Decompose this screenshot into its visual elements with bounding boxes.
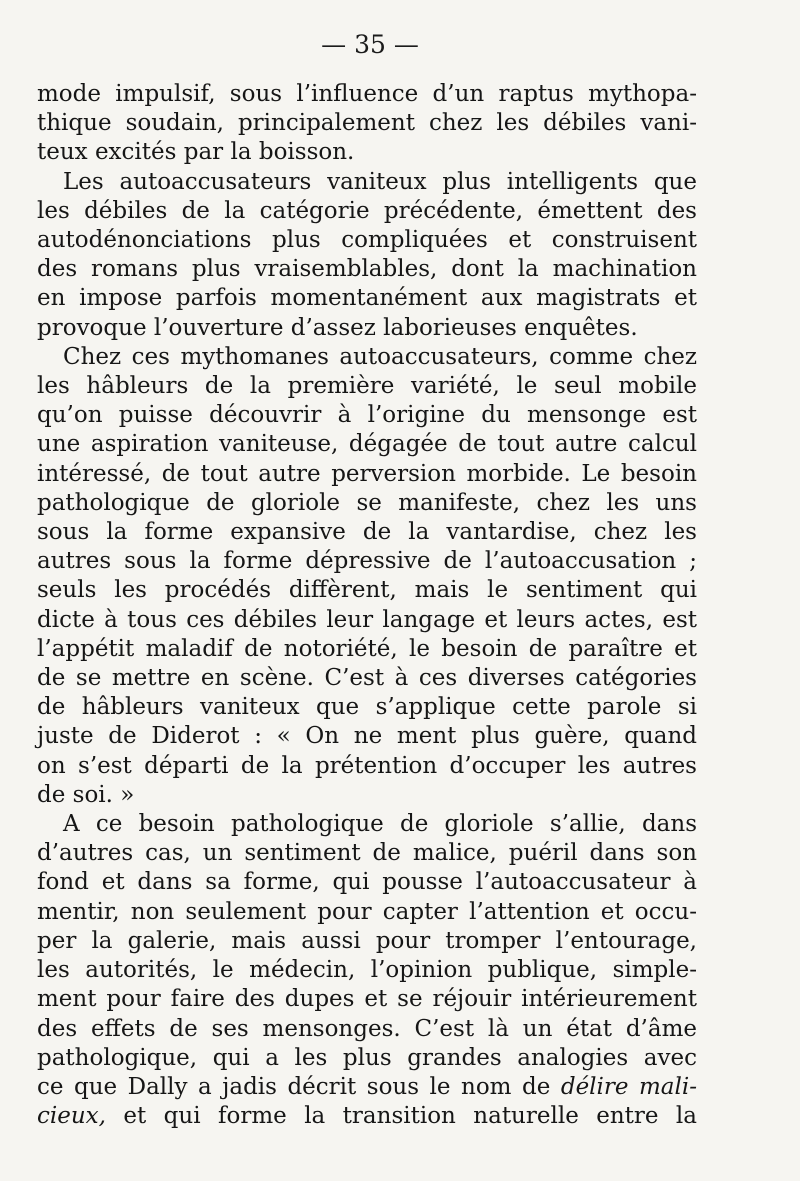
text-line: des romans plus vraisemblables, dont la machination — [37, 256, 697, 283]
text-line: les hâbleurs de la première variété, le seul mobile — [37, 373, 697, 400]
text-line-with-italic — [37, 1073, 697, 1102]
text-line: pathologique, qui a les plus grandes analogies avec — [37, 1044, 697, 1071]
text-line: ment pour faire des dupes et se réjouir intérieurement — [37, 986, 697, 1013]
text-line: une aspiration vaniteuse, dégagée de tout autre calcul — [37, 431, 697, 458]
text-line: pathologique de gloriole se manifeste, chez les uns — [37, 489, 697, 516]
text-line: on s’est départi de la prétention d’occuper les autres — [37, 752, 697, 779]
italic-term: cieux, — [37, 1103, 106, 1130]
text-line: les débiles de la catégorie précédente, émettent des — [37, 197, 697, 224]
text-line: seuls les procédés diffèrent, mais le sentiment qui — [37, 577, 697, 604]
text-line: qu’on puisse découvrir à l’origine du mensonge est — [37, 402, 697, 429]
text-line: sous la forme expansive de la vantardise, chez les — [37, 519, 697, 546]
text-line: fond et dans sa forme, qui pousse l’autoaccusateur à — [37, 869, 697, 896]
text-line: juste de Diderot : « On ne ment plus guère, quand — [37, 723, 697, 750]
text-line: autodénonciations plus compliquées et construisent — [37, 227, 697, 254]
text-line: intéressé, de tout autre perversion morbide. Le besoin — [37, 460, 697, 487]
paragraph-start-line: Les autoaccusateurs vaniteux plus intelligents que — [63, 168, 697, 195]
text-line: autres sous la forme dépressive de l’autoaccusation ; — [37, 548, 697, 575]
text-line-prefix: ce que Dally a jadis décrit sous le nom de — [37, 1073, 551, 1100]
text-line: thique soudain, principalement chez les débiles vani- — [37, 110, 697, 137]
text-line: les autorités, le médecin, l’opinion publique, simple- — [37, 957, 697, 984]
text-line: teux excités par la boisson. — [37, 139, 355, 166]
italic-term: délire mali- — [560, 1073, 698, 1100]
text-line: de hâbleurs vaniteux que s’applique cette parole si — [37, 694, 697, 721]
text-line: de se mettre en scène. C’est à ces diverses catégories — [37, 665, 697, 692]
paragraph-start-line: Chez ces mythomanes autoaccusateurs, comme chez — [63, 343, 697, 370]
text-line-suffix: et qui forme la transition naturelle entre la — [123, 1103, 697, 1130]
text-line: l’appétit maladif de notoriété, le besoin de paraître et — [37, 635, 697, 662]
text-line: des effets de ses mensonges. C’est là un état d’âme — [37, 1015, 697, 1042]
text-line: en impose parfois momentanément aux magistrats et — [37, 285, 697, 312]
text-line: per la galerie, mais aussi pour tromper l’entourage, — [37, 927, 697, 954]
body-text — [37, 80, 697, 1131]
paragraph-start-line: A ce besoin pathologique de gloriole s’allie, dans — [63, 811, 697, 838]
text-line: provoque l’ouverture d’assez laborieuses enquêtes. — [37, 314, 638, 341]
text-line: mode impulsif, sous l’influence d’un raptus mythopa- — [37, 81, 697, 107]
text-line: de soi. » — [37, 781, 135, 808]
text-line: d’autres cas, un sentiment de malice, puéril dans son — [37, 840, 697, 867]
page-number: — 35 — — [321, 30, 419, 59]
text-line: mentir, non seulement pour capter l’attention et occu- — [37, 898, 697, 925]
text-line: dicte à tous ces débiles leur langage et leurs actes, est — [37, 606, 697, 633]
text-line-with-italic — [37, 1102, 697, 1131]
